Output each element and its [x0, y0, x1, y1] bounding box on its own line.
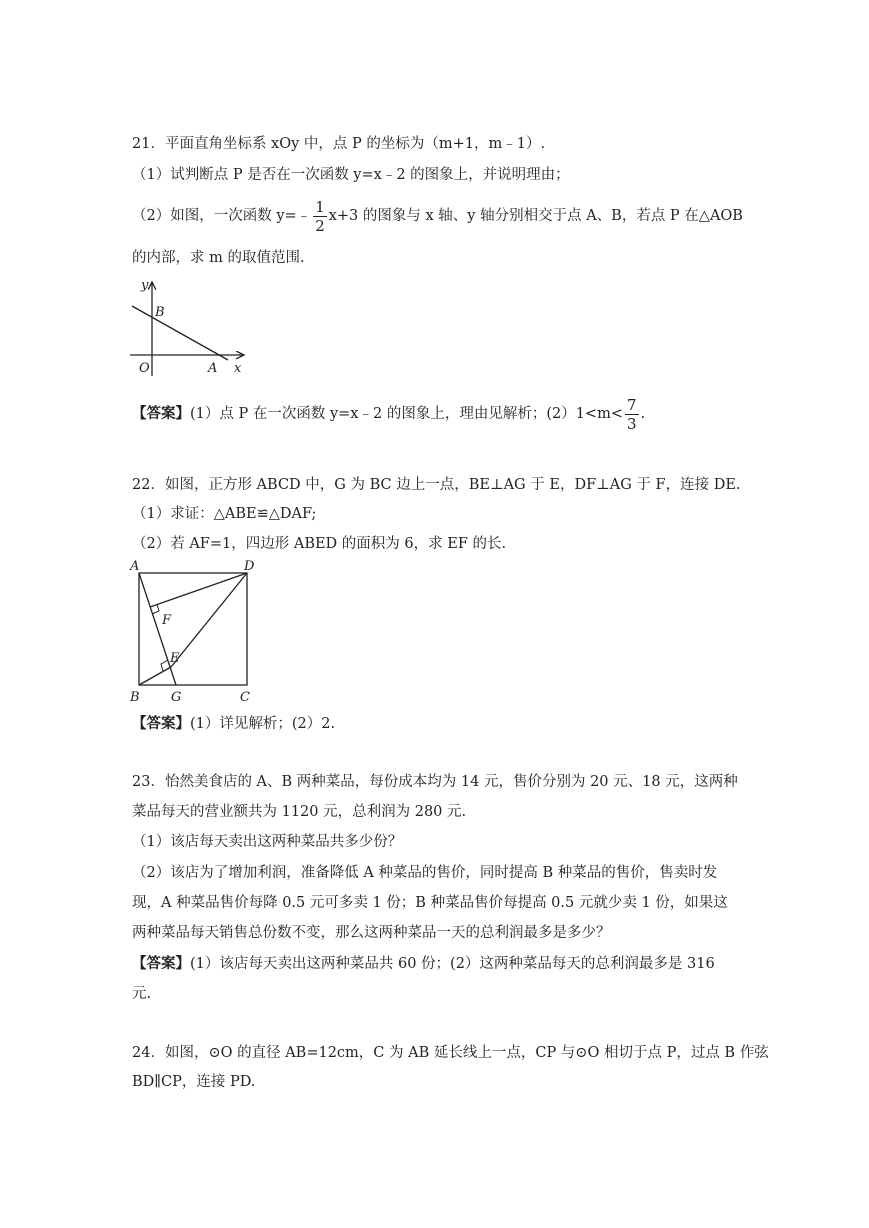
q21-graph-line: [132, 306, 228, 360]
q24-stem-1: 24．如图，⊙O 的直径 AB=12cm，C 为 AB 延长线上一点，CP 与⊙O 相切于点 P，过点 B 作弦: [132, 1045, 769, 1061]
q22-label-D: D: [244, 559, 255, 574]
q21-label-A: A: [208, 361, 218, 376]
q21-figure: [128, 278, 258, 378]
q23-part2-2: 现，A 种菜品售价每降 0.5 元可多卖 1 份；B 种菜品售价每提高 0.5 元就少卖 1 份，如果这: [132, 895, 728, 911]
q22-label-E: E: [170, 651, 180, 666]
q23-part2-3: 两种菜品每天销售总份数不变，那么这两种菜品一天的总利润最多是多少？: [132, 925, 611, 941]
q22-label-A: A: [130, 559, 140, 574]
q22-line-BE: [139, 667, 171, 685]
q22-stem: 22．如图，正方形 ABCD 中，G 为 BC 边上一点，BE⊥AG 于 E，DF⊥AG 于 F，连接 DE.: [132, 477, 741, 493]
q21-answer-fraction: [625, 396, 639, 433]
q21-frac-num: 1: [315, 197, 325, 216]
q22-figure: [126, 558, 256, 708]
q21-answer-text: (1）点 P 在一次函数 y=x﹣2 的图象上，理由见解析；(2）1<m<: [190, 406, 623, 422]
q21-stem: 21．平面直角坐标系 xOy 中，点 P 的坐标为（m+1，m﹣1）.: [132, 136, 546, 152]
q21-part2-cont: 的内部，求 m 的取值范围.: [132, 250, 305, 266]
q23-part1: （1）该店每天卖出这两种菜品共多少份？: [132, 834, 403, 850]
q22-answer: [132, 714, 335, 734]
q22-answer-label: 【答案】: [132, 715, 190, 732]
q22-answer-text: (1）详见解析；(2）2.: [190, 716, 336, 732]
q23-answer-label: 【答案】: [132, 955, 190, 972]
q21-part2-text-a: （2）如图，一次函数 y=﹣: [132, 208, 312, 224]
q23-answer-text: (1）该店每天卖出这两种菜品共 60 份；(2）这两种菜品每天的总利润最多是 316: [190, 956, 715, 972]
q22-label-G: G: [171, 690, 182, 705]
q21-answer: [132, 394, 645, 434]
q22-square: [139, 573, 247, 685]
q21-label-x: x: [234, 361, 242, 376]
q23-part2-1: （2）该店为了增加利润，准备降低 A 种菜品的售价，同时提高 B 种菜品的售价，售卖时发: [132, 865, 718, 881]
q21-answer-label: 【答案】: [132, 405, 190, 422]
q22-label-B: B: [130, 690, 140, 705]
q22-line-DE: [171, 573, 247, 667]
q21-part2: [132, 196, 743, 236]
q22-part2: （2）若 AF=1，四边形 ABED 的面积为 6，求 EF 的长.: [132, 536, 507, 552]
q21-answer-frac-num: 7: [626, 395, 637, 414]
q21-frac-den: 2: [315, 216, 325, 235]
q22-part1: （1）求证：△ABE≌△DAF;: [132, 506, 317, 522]
q21-fraction: [313, 198, 327, 235]
q21-label-B: B: [155, 305, 165, 320]
q21-answer-frac-den: 3: [626, 414, 637, 433]
q22-label-F: F: [162, 613, 172, 628]
q21-label-y: y: [141, 278, 149, 293]
q22-line-AG: [139, 573, 176, 685]
q23-stem-2: 菜品每天的营业额共为 1120 元，总利润为 280 元.: [132, 804, 467, 820]
q21-label-O: O: [139, 361, 150, 376]
q21-part2-text-b: x+3 的图象与 x 轴、y 轴分别相交于点 A、B，若点 P 在△AOB: [328, 208, 743, 224]
q23-stem-1: 23．怡然美食店的 A、B 两种菜品，每份成本均为 14 元，售价分别为 20 元、18 元，这两种: [132, 774, 738, 790]
q24-stem-2: BD∥CP，连接 PD.: [132, 1074, 256, 1090]
q21-part1: （1）试判断点 P 是否在一次函数 y=x﹣2 的图象上，并说明理由；: [132, 167, 570, 183]
q21-answer-end: .: [640, 406, 646, 422]
q22-label-C: C: [240, 690, 250, 705]
q23-answer-2: 元.: [132, 986, 152, 1002]
q23-answer-1: [132, 954, 715, 974]
